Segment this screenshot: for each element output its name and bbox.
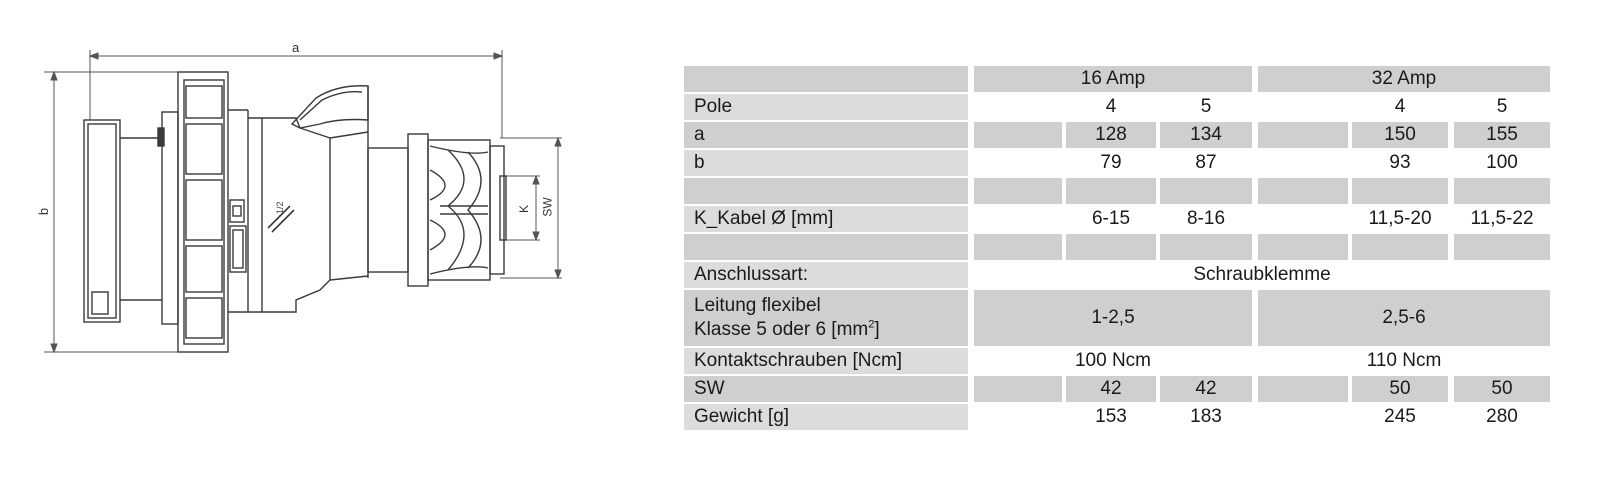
cell-kontakt-16a: 100 Ncm [974, 348, 1252, 374]
cell-16a-5: 87 [1160, 150, 1252, 176]
plug-collar [178, 72, 248, 352]
row-label: Anschlussart: [684, 262, 968, 288]
cell-16a-4: 42 [1066, 376, 1156, 402]
cell-32a-4: 245 [1352, 404, 1448, 430]
empty-cell [1352, 178, 1448, 204]
spacer-cell [974, 94, 1066, 120]
spacer-cell [974, 206, 1062, 232]
row-label: Kontaktschrauben [Ncm] [684, 348, 968, 374]
row-label: Gewicht [g] [684, 404, 968, 430]
table-row-empty [684, 178, 1550, 204]
cell-16a-4: 6-15 [1066, 206, 1156, 232]
cell-16a-4: 79 [1066, 150, 1156, 176]
header-empty-cell [684, 66, 968, 92]
cell-32a-4: 50 [1352, 376, 1448, 402]
spacer-cell [1258, 94, 1352, 120]
cell-16a-5: 8-16 [1160, 206, 1252, 232]
table-row-b [684, 150, 1550, 176]
empty-cell [1160, 234, 1252, 260]
table-row-empty [684, 234, 1550, 260]
cell-kontakt-32a: 110 Ncm [1258, 348, 1550, 374]
dimension-a [90, 50, 502, 138]
dim-label-k: K [517, 204, 532, 214]
cell-anschluss-value: Schraubklemme [974, 262, 1550, 288]
cell-16a-5: 134 [1160, 122, 1252, 148]
spacer-cell [1258, 404, 1348, 430]
cell-32a-5: 11,5-22 [1454, 206, 1550, 232]
spacer-cell [1258, 150, 1348, 176]
spec-table [684, 66, 1550, 442]
empty-cell [684, 178, 968, 204]
cell-32a-5: 5 [1454, 94, 1550, 120]
empty-cell [1258, 178, 1348, 204]
cell-32a-5: 280 [1454, 404, 1550, 430]
table-header-row [684, 66, 1550, 92]
cell-32a-5: 50 [1454, 376, 1550, 402]
cell-16a-4: 128 [1066, 122, 1156, 148]
table-row-a [684, 122, 1550, 148]
cell-32a-4: 4 [1352, 94, 1448, 120]
cell-32a-4: 150 [1352, 122, 1448, 148]
spacer-cell [974, 122, 1062, 148]
empty-cell [974, 178, 1062, 204]
table-row-kontaktschrauben [684, 348, 1550, 374]
plug-drawing-svg [0, 0, 660, 487]
leitung-label-end: ] [874, 319, 880, 340]
table-row-leitung [684, 290, 1550, 346]
plug-front-face [84, 112, 178, 324]
header-16amp: 16 Amp [974, 66, 1252, 92]
empty-cell [1160, 178, 1252, 204]
empty-cell [1454, 234, 1550, 260]
empty-cell [1066, 178, 1156, 204]
empty-cell [684, 234, 968, 260]
table-row-gewicht [684, 404, 1550, 430]
leitung-label-line2-text: Klasse 5 oder 6 [mm [694, 319, 869, 340]
empty-cell [974, 234, 1062, 260]
cell-leitung-32a: 2,5-6 [1258, 290, 1550, 346]
row-label: K_Kabel Ø [mm] [684, 206, 968, 232]
cell-16a-5: 42 [1160, 376, 1252, 402]
table-row-kabel [684, 206, 1550, 232]
cell-leitung-16a: 1-2,5 [974, 290, 1252, 346]
spacer-cell [974, 404, 1062, 430]
table-row-sw [684, 376, 1550, 402]
cell-32a-4: 11,5-20 [1352, 206, 1448, 232]
spacer-cell [974, 150, 1062, 176]
leitung-label-line2 [694, 318, 968, 342]
empty-cell [1258, 234, 1348, 260]
empty-cell [1066, 234, 1156, 260]
cell-32a-5: 100 [1454, 150, 1550, 176]
cell-16a-5: 5 [1160, 94, 1252, 120]
table-row-anschlussart [684, 262, 1550, 288]
leitung-label-line1: Leitung flexibel [694, 295, 821, 316]
table-row-pole [684, 94, 1550, 120]
empty-cell [1454, 178, 1550, 204]
row-label: SW [684, 376, 968, 402]
header-32amp: 32 Amp [1258, 66, 1550, 92]
row-label: a [684, 122, 968, 148]
cable-gland [368, 134, 506, 286]
leitung-label-sup: 2 [868, 318, 875, 331]
plug-body [230, 86, 368, 312]
dim-label-a: a [292, 40, 300, 55]
cell-16a-4: 4 [1066, 94, 1156, 120]
row-label: b [684, 150, 968, 176]
spacer-cell [1258, 206, 1348, 232]
svg-text:1/2: 1/2 [275, 201, 285, 214]
dim-label-b: b [36, 207, 52, 216]
row-label-leitung [684, 290, 968, 346]
spacer-cell [974, 376, 1062, 402]
dim-label-sw: SW [540, 197, 555, 217]
empty-cell [1352, 234, 1448, 260]
dimension-b [44, 72, 180, 352]
cell-16a-4: 153 [1066, 404, 1156, 430]
cell-32a-4: 93 [1352, 150, 1448, 176]
technical-drawing [0, 0, 660, 487]
spacer-cell [1258, 376, 1348, 402]
row-label: Pole [684, 94, 968, 120]
cell-16a-5: 183 [1160, 404, 1252, 430]
cell-32a-5: 155 [1454, 122, 1550, 148]
spacer-cell [1258, 122, 1348, 148]
